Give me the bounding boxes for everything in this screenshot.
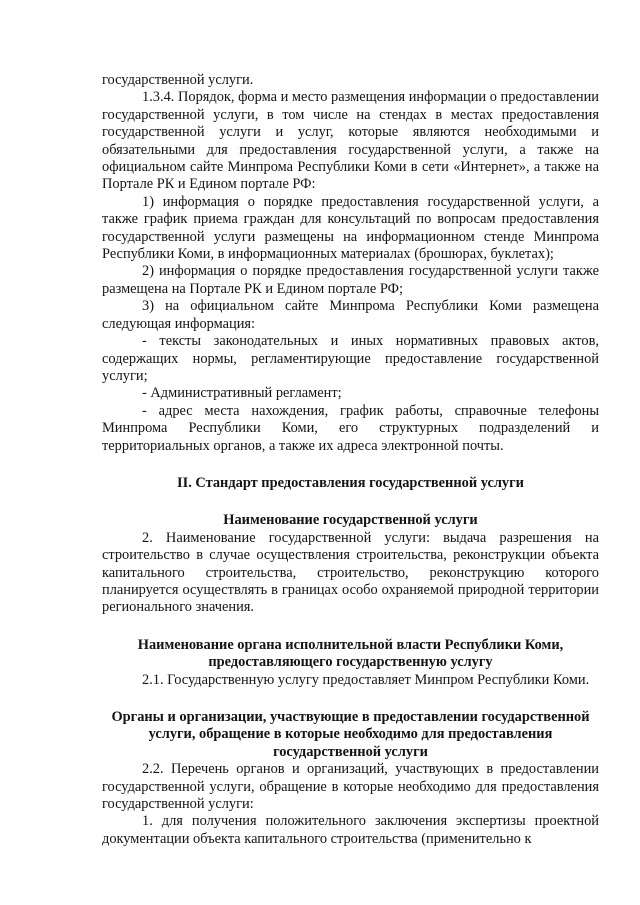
paragraph-1-3-4: 1.3.4. Порядок, форма и место размещения информации о предоставлении государственной услуги, в том числе на стендах в местах предоставления государственной услуги и услуг, которые являются необходимыми и обязательными для предоставления государственной услуги, а также на официальном сайте Минпрома Республики Коми в сети «Интернет», а также на Портале РК и Едином портале РФ:	[102, 89, 599, 193]
heading-service-name: Наименование государственной услуги	[223, 512, 478, 529]
heading-organ-line-1: Наименование органа исполнительной власти Республики Коми,	[137, 636, 564, 653]
section-2-title: II. Стандарт предоставления государственной услуги	[177, 474, 524, 491]
paragraph-2-2: 2.2. Перечень органов и организаций, участвующих в предоставлении государственной услуги, обращение в которые необходимо для предоставления государственной услуги:	[102, 761, 599, 813]
spacer	[102, 455, 599, 475]
dash-item-2: - Административный регламент;	[142, 385, 342, 402]
heading-orgs-line-1: Органы и организации, участвующие в предоставлении государственной	[111, 709, 590, 725]
paragraph-2-1: 2.1. Государственную услугу предоставляет Минпром Республики Коми.	[142, 671, 590, 688]
heading-orgs-line-3: государственной услуги	[273, 743, 428, 760]
document-body	[102, 72, 599, 848]
heading-organ-line-2: предоставляющего государственную услугу	[208, 654, 493, 671]
dash-item-1: - тексты законодательных и иных нормативных правовых актов, содержащих нормы, регламентирующие предоставление государственной услуги;	[102, 333, 599, 384]
paragraph-2: 2. Наименование государственной услуги: выдача разрешения на строительство в случае осуществления строительства, реконструкции объекта капитального строительства, строительство, реконструкцию которого планируется осуществлять в границах особо охраняемой природной территории регионального значения.	[102, 529, 599, 616]
spacer	[102, 492, 599, 512]
list-item-1: 1) информация о порядке предоставления государственной услуги, а также график приема граждан для консультаций по вопросам предоставления государственной услуги размещены на информационном стенде Минпрома Республики Коми, в информационных материалах (брошюрах, буклетах);	[102, 193, 599, 263]
heading-orgs-line-2: услуги, обращение в которые необходимо для предоставления	[148, 726, 553, 743]
paragraph-2-2-item-1: 1. для получения положительного заключения экспертизы проектной документации объекта капитального строительства (применительно к	[102, 813, 599, 847]
list-item-3: 3) на официальном сайте Минпрома Республики Коми размещена следующая информация:	[102, 298, 599, 332]
dash-item-3: - адрес места нахождения, график работы, справочные телефоны Минпрома Республики Коми, его структурных подразделений и территориальных органов, а также их адреса электронной почты.	[102, 402, 599, 454]
spacer	[102, 617, 599, 637]
spacer	[102, 689, 599, 709]
intro-tail-text: государственной услуги.	[102, 72, 254, 88]
list-item-2: 2) информация о порядке предоставления государственной услуги также размещена на Портале РК и Едином портале РФ;	[102, 263, 599, 297]
